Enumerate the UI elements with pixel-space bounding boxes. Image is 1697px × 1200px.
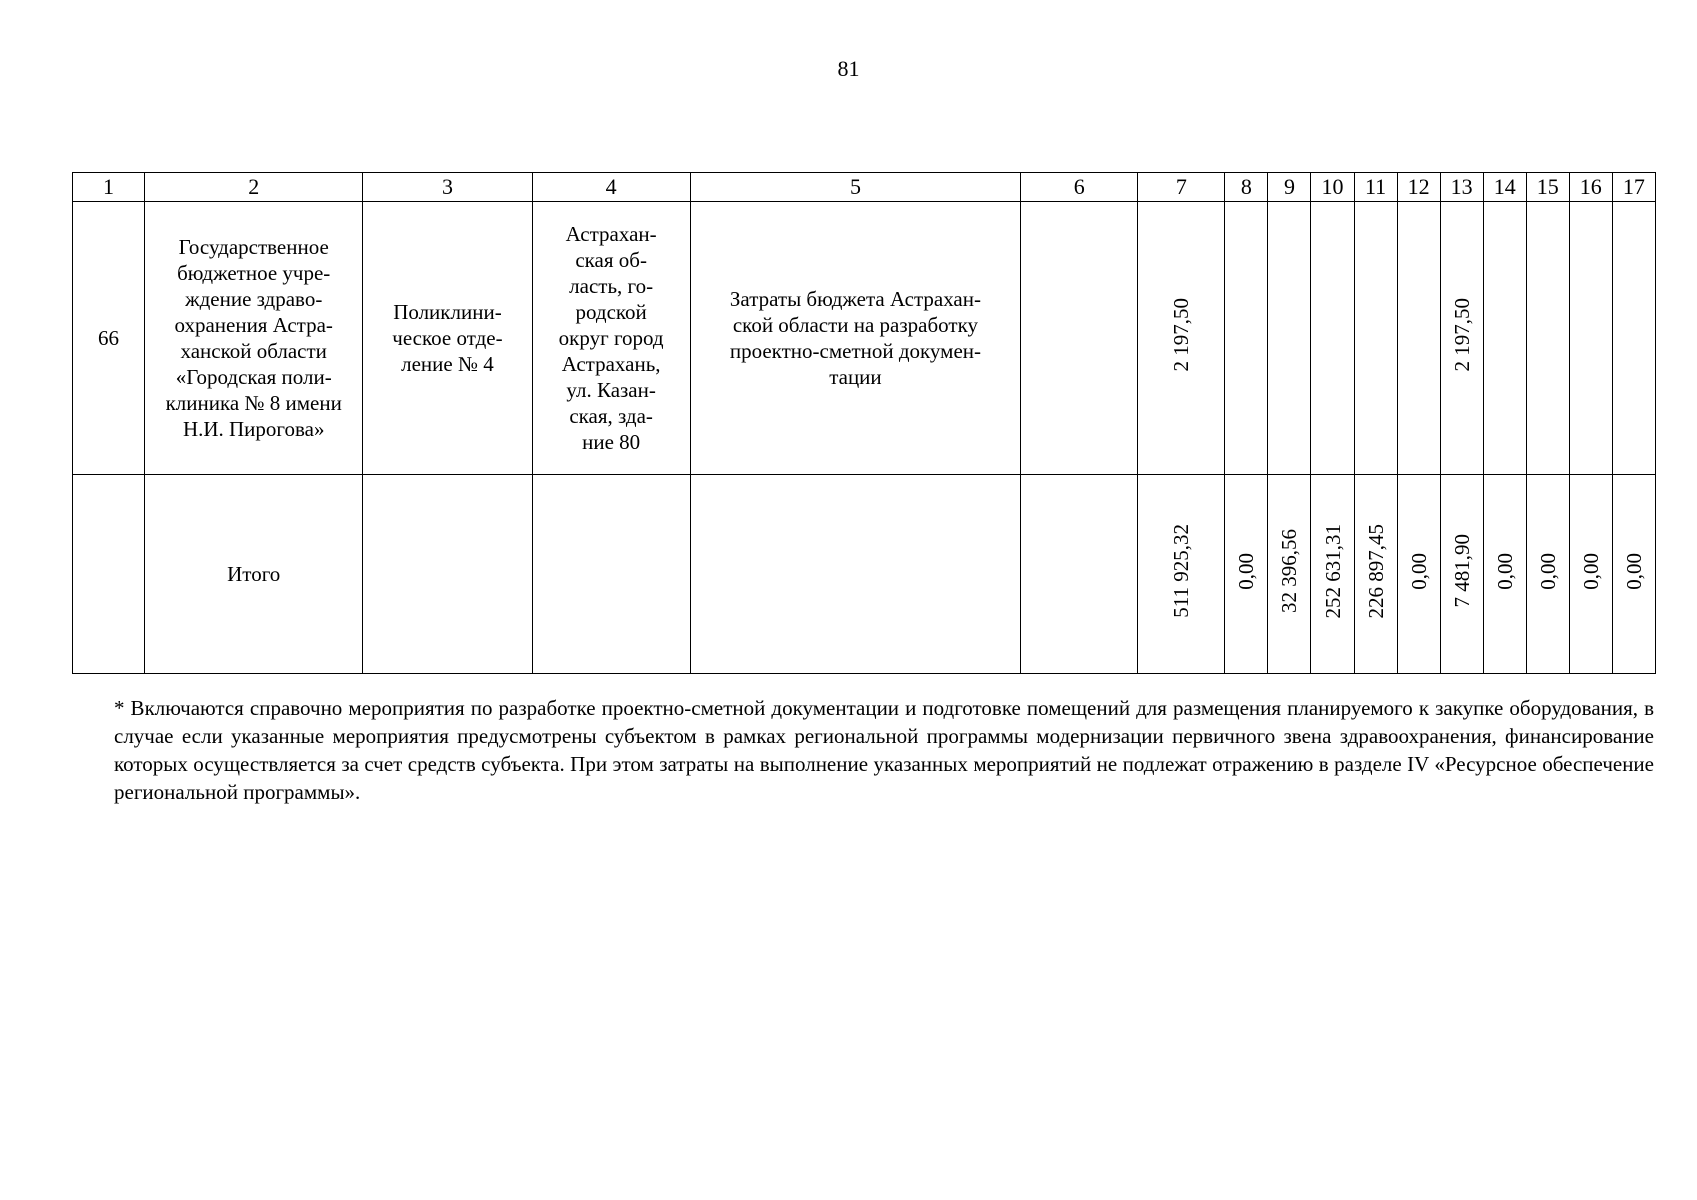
col8-cell — [1225, 202, 1268, 475]
object-cell — [363, 202, 532, 475]
column-number-header: 1 — [73, 173, 145, 202]
col6-cell — [1021, 202, 1138, 475]
total-col9-value: 32 396,56 — [1277, 529, 1302, 613]
measure-text: Затраты бюджета Астрахан- ской области на разработку проектно-сметной докумен- тации — [729, 287, 981, 389]
footnote: * Включаются справочно мероприятия по разработке проектно-сметной документации и подготовке помещений для размещения планируемого к закупке оборудования, в случае если указанные мероприятия предусмотрены субъектом в рамках региональной программы модернизации первичного звена здравоохранения, финансирование которых осуществляется за счет средств субъекта. При этом затраты на выполнение указанных мероприятий не подлежат отражению в разделе IV «Ресурсное обеспечение региональной программы». — [114, 696, 1654, 804]
total-col8-cell — [1225, 475, 1268, 674]
total-empty-cell — [690, 475, 1020, 674]
total-col14-cell — [1483, 475, 1526, 674]
column-number-header: 10 — [1311, 173, 1354, 202]
table-row — [73, 202, 1656, 475]
col10-cell — [1311, 202, 1354, 475]
col9-cell — [1268, 202, 1311, 475]
total-col12-value: 0,00 — [1406, 552, 1431, 590]
total-label: Итого — [145, 475, 363, 674]
column-number-header: 13 — [1440, 173, 1483, 202]
total-col13-cell — [1440, 475, 1483, 674]
col16-cell — [1569, 202, 1612, 475]
col14-cell — [1483, 202, 1526, 475]
total-empty-cell — [532, 475, 690, 674]
total-col14-value: 0,00 — [1492, 552, 1517, 590]
column-number-header: 15 — [1526, 173, 1569, 202]
column-number-header: 7 — [1138, 173, 1225, 202]
total-col7-value: 511 925,32 — [1169, 524, 1194, 618]
column-number-header: 17 — [1612, 173, 1655, 202]
row-number: 66 — [73, 202, 145, 475]
col12-cell — [1397, 202, 1440, 475]
total-col10-cell — [1311, 475, 1354, 674]
column-number-header: 8 — [1225, 173, 1268, 202]
column-number-header: 4 — [532, 173, 690, 202]
total-col13-value: 7 481,90 — [1449, 534, 1474, 608]
total-col7-cell — [1138, 475, 1225, 674]
col13-cell — [1440, 202, 1483, 475]
column-number-header: 5 — [690, 173, 1020, 202]
column-number-header: 14 — [1483, 173, 1526, 202]
total-empty-cell — [363, 475, 532, 674]
total-col16-cell — [1569, 475, 1612, 674]
total-col9-cell — [1268, 475, 1311, 674]
col13-value: 2 197,50 — [1449, 298, 1474, 372]
column-number-header: 2 — [145, 173, 363, 202]
funding-table — [72, 172, 1656, 674]
column-number-header: 11 — [1354, 173, 1397, 202]
table-header-row — [73, 173, 1656, 202]
institution-name: Государственное бюджетное учре- ждение здраво- охранения Астра- ханской области «Городская поли- клиника № 8 имени Н.И. Пирогова» — [165, 235, 342, 441]
total-empty-cell — [73, 475, 145, 674]
column-number-header: 16 — [1569, 173, 1612, 202]
table-row-total — [73, 475, 1656, 674]
total-col16-value: 0,00 — [1578, 552, 1603, 590]
col17-cell — [1612, 202, 1655, 475]
column-number-header: 12 — [1397, 173, 1440, 202]
page-number: 81 — [837, 56, 860, 81]
total-col11-cell — [1354, 475, 1397, 674]
column-number-header: 9 — [1268, 173, 1311, 202]
col7-value: 2 197,50 — [1169, 298, 1194, 372]
address-text: Астрахан- ская об- ласть, го- родской округ город Астрахань, ул. Казан- ская, зда- ние 80 — [558, 222, 664, 454]
total-col8-value: 0,00 — [1234, 552, 1259, 590]
total-empty-cell — [1021, 475, 1138, 674]
measure-cell — [690, 202, 1020, 475]
total-col17-cell — [1612, 475, 1655, 674]
col15-cell — [1526, 202, 1569, 475]
total-col10-value: 252 631,31 — [1320, 523, 1345, 619]
institution-cell — [145, 202, 363, 475]
total-col11-value: 226 897,45 — [1363, 523, 1388, 619]
total-col15-value: 0,00 — [1535, 552, 1560, 590]
col11-cell — [1354, 202, 1397, 475]
total-col12-cell — [1397, 475, 1440, 674]
column-number-header: 6 — [1021, 173, 1138, 202]
total-col17-value: 0,00 — [1621, 552, 1646, 590]
address-cell — [532, 202, 690, 475]
object-name: Поликлини- ческое отде- ление № 4 — [392, 300, 503, 376]
total-col15-cell — [1526, 475, 1569, 674]
col7-cell — [1138, 202, 1225, 475]
column-number-header: 3 — [363, 173, 532, 202]
